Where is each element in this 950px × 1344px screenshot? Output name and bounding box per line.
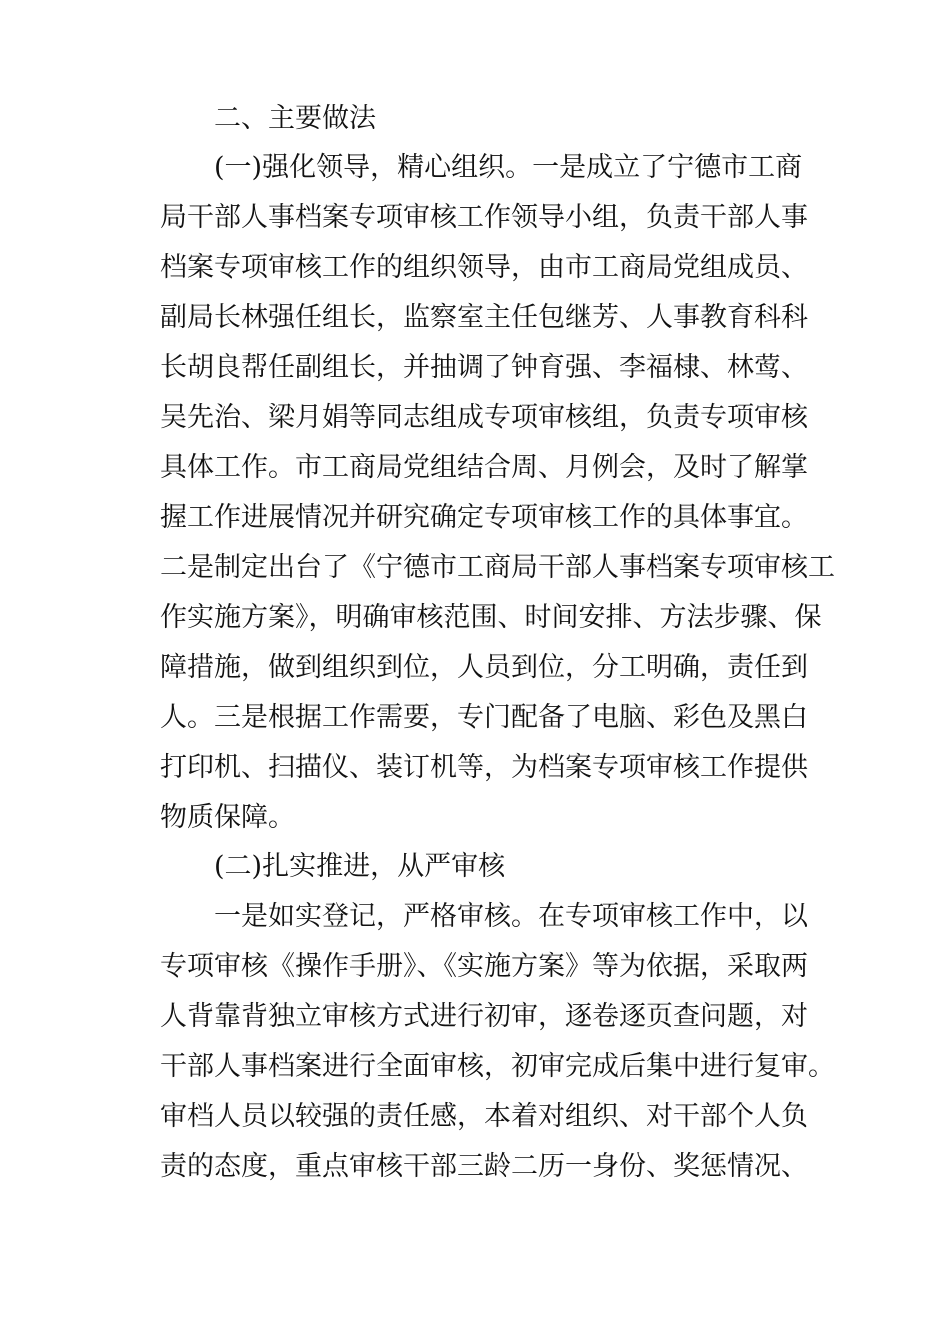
paragraph-line: 二是制定出台了《宁德市工商局干部人事档案专项审核工 [160, 552, 835, 583]
paragraph-line: 障措施，做到组织到位，人员到位，分工明确，责任到 [160, 652, 808, 683]
paragraph-line: 人背靠背独立审核方式进行初审，逐卷逐页查问题，对 [160, 1001, 808, 1032]
paragraph-line: 人。三是根据工作需要，专门配备了电脑、彩色及黑白 [160, 702, 808, 733]
subsection-heading: (二)扎实推进，从严审核 [214, 851, 506, 882]
paragraph-line: 具体工作。市工商局党组结合周、月例会，及时了解掌 [160, 452, 808, 483]
paragraph-line: 局干部人事档案专项审核工作领导小组，负责干部人事 [160, 202, 808, 233]
paragraph-line: 档案专项审核工作的组织领导，由市工商局党组成员、 [160, 252, 808, 283]
paragraph-line: 责的态度，重点审核干部三龄二历一身份、奖惩情况、 [160, 1151, 808, 1182]
paragraph-line: 干部人事档案进行全面审核，初审完成后集中进行复审。 [160, 1051, 835, 1082]
paragraph-line: 审档人员以较强的责任感，本着对组织、对干部个人负 [160, 1101, 808, 1132]
paragraph-line: 副局长林强任组长，监察室主任包继芳、人事教育科科 [160, 302, 808, 333]
paragraph-line: 物质保障。 [160, 802, 295, 833]
paragraph-line: 握工作进展情况并研究确定专项审核工作的具体事宜。 [160, 502, 808, 533]
paragraph-line: 吴先治、梁月娟等同志组成专项审核组，负责专项审核 [160, 402, 808, 433]
paragraph-line: 作实施方案》，明确审核范围、时间安排、方法步骤、保 [160, 602, 822, 633]
paragraph-line: 专项审核《操作手册》、《实施方案》等为依据，采取两 [160, 951, 808, 982]
subsection-heading-paragraph-line: (一)强化领导，精心组织。一是成立了宁德市工商 [214, 152, 803, 183]
section-heading: 二、主要做法 [214, 103, 376, 134]
paragraph-line: 一是如实登记，严格审核。在专项审核工作中，以 [214, 901, 808, 932]
paragraph-line: 长胡良帮任副组长，并抽调了钟育强、李福棣、林莺、 [160, 352, 808, 383]
paragraph-line: 打印机、扫描仪、装订机等，为档案专项审核工作提供 [160, 752, 808, 783]
